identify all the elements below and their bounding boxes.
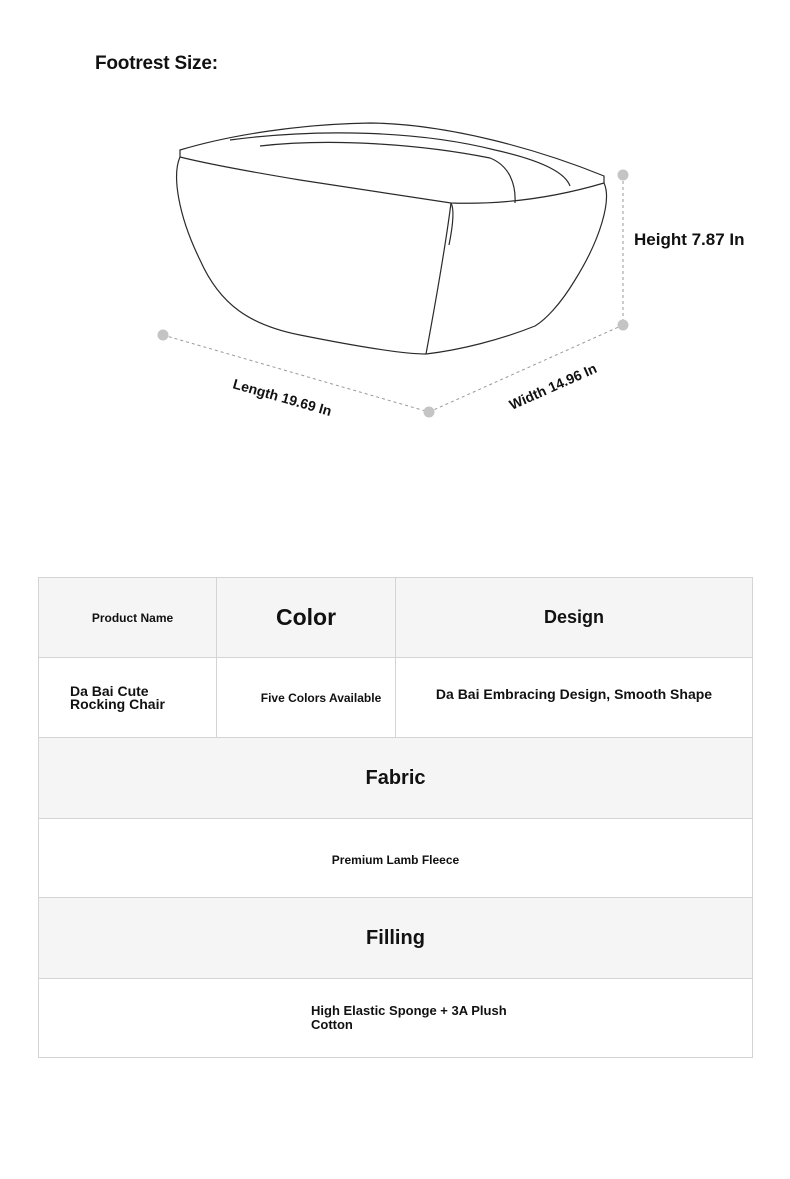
product-name-header: Product Name <box>39 578 217 658</box>
filling-header-row <box>39 898 753 979</box>
fabric-value: Premium Lamb Fleece <box>39 819 753 898</box>
length-label: Length 19.69 In <box>231 375 334 419</box>
width-label: Width 14.96 In <box>506 359 600 413</box>
fabric-header-row <box>39 738 753 819</box>
height-label: Height 7.87 In <box>634 230 745 249</box>
length-start-dot <box>158 330 169 341</box>
design-header: Design <box>396 578 753 658</box>
filling-value: High Elastic Sponge + 3A Plush Cotton <box>39 979 753 1058</box>
filling-header: Filling <box>39 898 753 979</box>
design-value: Da Bai Embracing Design, Smooth Shape <box>396 658 753 738</box>
section-title: Footrest Size: <box>95 53 218 74</box>
product-name-value: Da Bai Cute Rocking Chair <box>39 658 217 738</box>
fabric-header: Fabric <box>39 738 753 819</box>
filling-value-row <box>39 979 753 1058</box>
footrest-illustration <box>177 123 607 354</box>
table-header-row <box>39 578 753 658</box>
fabric-value-row <box>39 819 753 898</box>
color-value: Five Colors Available <box>217 658 396 738</box>
table-value-row <box>39 658 753 738</box>
length-end-dot <box>424 407 435 418</box>
footrest-diagram <box>0 0 790 480</box>
spec-table <box>38 577 753 1058</box>
width-end-dot <box>618 320 629 331</box>
color-header: Color <box>217 578 396 658</box>
height-top-dot <box>618 170 629 181</box>
